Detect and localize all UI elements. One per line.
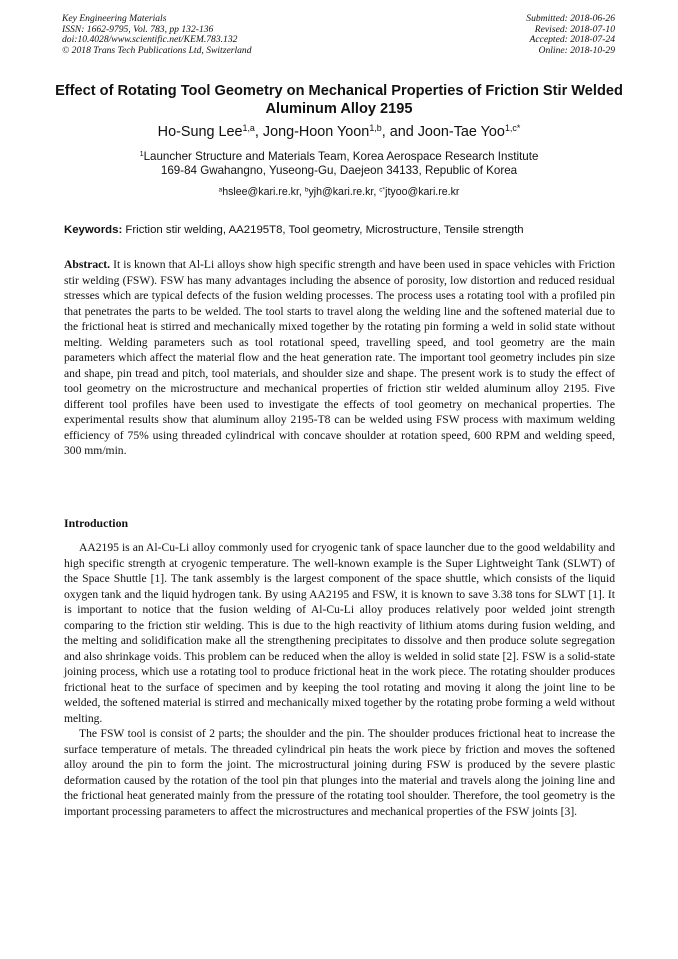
author-separator: , and — [381, 124, 418, 140]
author-separator: , — [254, 124, 263, 140]
keywords — [64, 223, 616, 237]
author-superscript: 1,a — [242, 123, 255, 134]
abstract-label: Abstract. — [64, 258, 111, 271]
author-name: Joon-Tae Yoo — [417, 124, 505, 140]
author-name: Jong-Hoon Yoon — [262, 124, 370, 140]
affiliation-line-2: 169-84 Gwahangno, Yuseong-Gu, Daejeon 34133, Republic of Korea — [160, 164, 518, 177]
date-revised: Revised: 2018-07-10 — [534, 23, 615, 35]
journal-copyright: © 2018 Trans Tech Publications Ltd, Switzerland — [62, 44, 252, 56]
introduction-heading: Introduction — [64, 516, 129, 530]
publication-dates — [526, 14, 615, 56]
keywords-label: Keywords: — [64, 224, 123, 236]
author-list — [0, 123, 678, 141]
affiliation-line-1: Launcher Structure and Materials Team, Korea Aerospace Research Institute — [143, 150, 539, 163]
introduction-body — [64, 540, 615, 819]
introduction-paragraph: The FSW tool is consist of 2 parts; the shoulder and the pin. The shoulder produces frictional heat to increase the surface temperature of metals. The threaded cylindrical pin heats the work piece by friction and moves the softened alloy around the pin to form the joint. The microstructural joining during FSW is produced by the severe plastic deformation caused by the rotation of the tool pin that plunges into the material and travels along the joining line and the frictional heat generated mainly from the pressure of the rotating tool shoulder. Therefore, the tool geometry is the important processing parameters to affect the microstructures and mechanical properties of the FSW joints [3]. — [64, 727, 615, 818]
date-accepted: Accepted: 2018-07-24 — [529, 34, 615, 46]
date-online: Online: 2018-10-29 — [538, 44, 615, 56]
author-superscript: 1,b — [369, 123, 382, 134]
keywords-text: Friction stir welding, AA2195T8, Tool geometry, Microstructure, Tensile strength — [125, 224, 524, 236]
journal-issn: ISSN: 1662-9795, Vol. 783, pp 132-136 — [62, 23, 214, 35]
author-superscript: 1,c* — [504, 123, 521, 134]
email-superscript: a — [218, 186, 223, 194]
journal-doi[interactable]: doi:10.4028/www.scientific.net/KEM.783.132 — [62, 34, 238, 46]
email-separator: , — [373, 186, 380, 198]
affiliation — [0, 150, 678, 178]
abstract — [64, 257, 615, 459]
author-name: Ho-Sung Lee — [157, 124, 243, 140]
email-list — [0, 186, 678, 199]
email-superscript: c* — [379, 186, 386, 194]
email-link[interactable]: hslee@kari.re.kr — [222, 186, 299, 198]
email-link[interactable]: yjh@kari.re.kr — [308, 186, 374, 198]
email-superscript: b — [304, 186, 309, 194]
email-link[interactable]: jtyoo@kari.re.kr — [385, 186, 460, 198]
affiliation-superscript: 1 — [139, 149, 144, 159]
paper-title: Effect of Rotating Tool Geometry on Mechanical Properties of Friction Stir Welded Aluminum Alloy 2195 — [55, 83, 623, 117]
journal-header — [62, 14, 252, 56]
journal-name: Key Engineering Materials — [62, 13, 167, 24]
email-separator: , — [298, 186, 305, 198]
introduction-paragraph: AA2195 is an Al-Cu-Li alloy commonly used for cryogenic tank of space launcher due to the good weldability and high specific strength at cryogenic temperature. The well-known example is the Super Lightweight Tank (SLWT) of the Space Shuttle [1]. The tank assembly is the largest component of the space shuttle, which consists of the liquid oxygen tank and the liquid hydrogen tank. By using AA2195 and FSW, it is known to save 3.38 tons for SLWT [1]. It is important to notice that the fusion welding of Al-Cu-Li alloy produces relatively poor welded joint strength comparing to the friction stir welding. This is due to the high reactivity of lithium atoms during fusion welding, and the melting and solidification make all the strengthening precipitates to dissolve and then produce solute segregation and also shrinkage voids. This problem can be reduced when the alloy is welded in solid state [2]. FSW is a solid-state joining process, which use a rotating tool to produce frictional heat in the work piece. The rotating shoulder produces frictional heat to the surface of specimen and by keeping the tool rotating and moving it along the joint line to be welded, the softened material is stirred and mechanically mixed together by the rotating probe forming a weld without melting. — [64, 541, 615, 725]
date-submitted: Submitted: 2018-06-26 — [526, 13, 615, 24]
abstract-text: It is known that Al-Li alloys show high specific strength and have been used in space vehicles with Friction stir welding (FSW). FSW has many advantages including the absence of porosity, low distortion and reduced residual stresses which are typical defects of the fusion welding processes. The process uses a rotating tool with a profiled pin that penetrates the parts to be welded. The tool starts to travel along the welding line and the softened material due to the frictional heat is stirred and mechanically mixed together by the rotating pin forming a weld in solid state without melting. Welding parameters such as tool rotational speed, travelling speed, and tool geometry are the main parameters which affect the material flow and the heat generation rate. The important tool geometry includes pin size and shape, pin tread and pitch, tool materials, and shoulder size and shape. The present work is to study the effect of tool geometry on the microstructure and mechanical properties of friction stir welded aluminum alloy 2195. Five different tool profiles have been used to investigate the effects of tool geometry on mechanical properties. The experimental results show that aluminum alloy 2195-T8 can be welded using FSW process with maximum welding efficiency of 75% using threaded cylindrical with concave shoulder at rotation speed, 600 RPM and welding speed, 300 mm/min. — [64, 258, 615, 457]
